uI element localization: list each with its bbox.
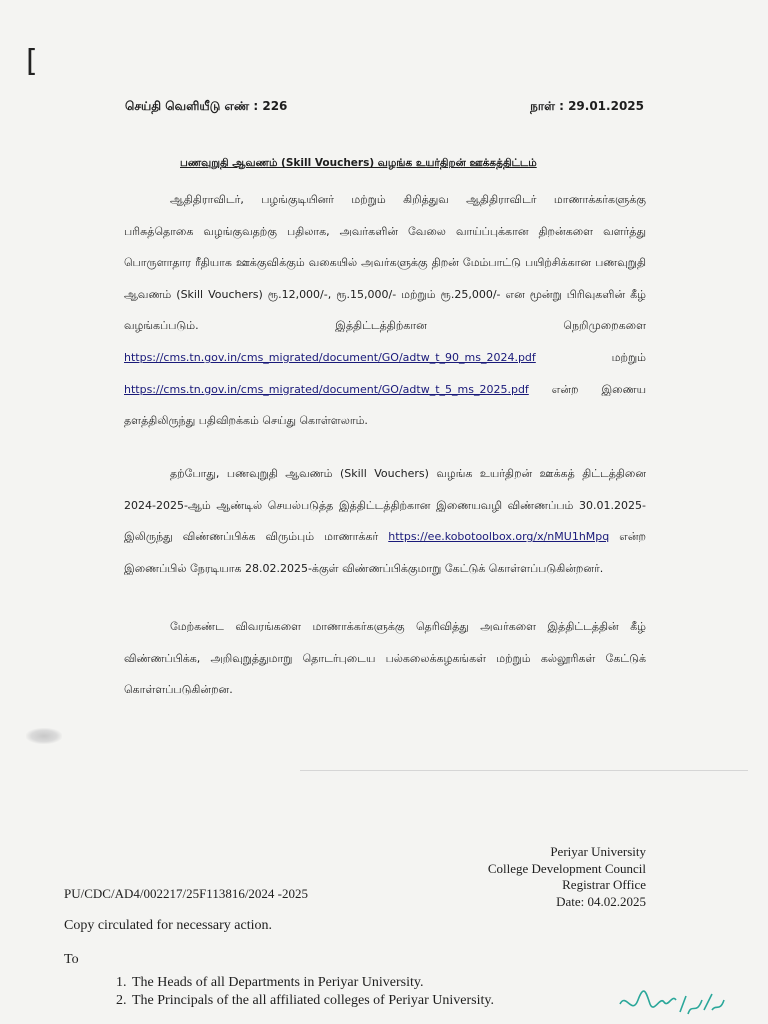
office-name: Registrar Office xyxy=(562,877,646,892)
council-name: College Development Council xyxy=(487,860,646,876)
recipient-item: 2. The Principals of the all affiliated colleges of Periyar University. xyxy=(130,992,494,1010)
recipient-list xyxy=(108,974,494,1010)
paragraph-1-text-b: மற்றும் xyxy=(611,350,646,364)
go-link-2025[interactable]: https://cms.tn.gov.in/cms_migrated/document/GO/adtw_t_5_ms_2025.pdf xyxy=(124,382,529,396)
handwritten-signature-initials xyxy=(616,986,726,1024)
sender-address-block xyxy=(488,844,646,910)
paragraph-2 xyxy=(124,458,646,584)
document-title: பணவுறுதி ஆவணம் (Skill Vouchers) வழங்க உயர்திறன் ஊக்கத்திட்டம் xyxy=(180,157,537,169)
recipient-item: 1. The Heads of all Departments in Periyar University. xyxy=(130,974,494,992)
scan-smudge xyxy=(26,728,62,744)
margin-bracket-mark: [ xyxy=(26,44,38,79)
circular-date: Date: 04.02.2025 xyxy=(556,893,646,909)
paragraph-1-text-a: ஆதிதிராவிடர், பழங்குடியினர் மற்றும் கிறித்துவ ஆதிதிராவிடர் மாணாக்கர்களுக்கு பரிசுத்தொகை வழங்குவதற்கு பதிலாக, அவர்களின் வேலை வாய்ப்புக்கான திறன்களை வளர்த்து பொருளாதார ரீதியாக ஊக்குவிக்கும் வகையில் அவர்களுக்கு திறன் மேம்பாட்டு பயிற்சிக்கான பணவுறுதி ஆவணம் (Skill Vouchers) ரூ.12,000/-, ரூ.15,000/- மற்றும் ரூ.25,000/- என மூன்று பிரிவுகளின் கீழ் வழங்கப்படும். இத்திட்டத்திற்கான நெறிமுறைகளை xyxy=(124,193,646,333)
copy-note: Copy circulated for necessary action. xyxy=(64,918,272,933)
paragraph-1 xyxy=(124,184,646,437)
paragraph-1-text-c: என்ற இணைய தளத்திலிருந்து பதிவிறக்கம் செய்து கொள்ளலாம். xyxy=(124,382,646,428)
university-name: Periyar University xyxy=(550,844,646,859)
kobo-form-link[interactable]: https://ee.kobotoolbox.org/x/nMU1hMpq xyxy=(388,530,610,544)
to-label: To xyxy=(64,952,79,967)
paragraph-3 xyxy=(124,611,646,706)
fold-line-divider xyxy=(300,770,748,771)
paragraph-3-text: மேற்கண்ட விவரங்களை மாணாக்கர்களுக்கு தெரிவித்து அவர்களை இத்திட்டத்தின் கீழ் விண்ணப்பிக்க, அறிவுறுத்துமாறு தொடர்புடைய பல்கலைக்கழகங்கள் மற்றும் கல்லூரிகள் கேட்டுக் கொள்ளப்படுகின்றன. xyxy=(124,620,646,697)
release-date: நாள் : 29.01.2025 xyxy=(530,99,644,113)
paragraph-2-text-a: தற்போது, பணவுறுதி ஆவணம் (Skill Vouchers) வழங்க உயர்திறன் ஊக்கத் திட்டத்தினை 2024-2025-ஆம் ஆண்டில் செயல்படுத்த இத்திட்டத்திற்கான இணையவழி விண்ணப்பம் 30.01.2025-இலிருந்து விண்ணப்பிக்க விரும்பும் மாணாக்கர் xyxy=(124,467,646,544)
reference-number: PU/CDC/AD4/002217/25F113816/2024 -2025 xyxy=(64,886,309,901)
go-link-2024[interactable]: https://cms.tn.gov.in/cms_migrated/document/GO/adtw_t_90_ms_2024.pdf xyxy=(124,350,536,364)
paragraph-2-text-b: என்ற இணைப்பில் நேரடியாக 28.02.2025-க்குள் விண்ணப்பிக்குமாறு கேட்டுக் கொள்ளப்படுகின்றனர். xyxy=(124,530,646,575)
press-release-number: செய்தி வெளியீடு எண் : 226 xyxy=(125,99,288,113)
